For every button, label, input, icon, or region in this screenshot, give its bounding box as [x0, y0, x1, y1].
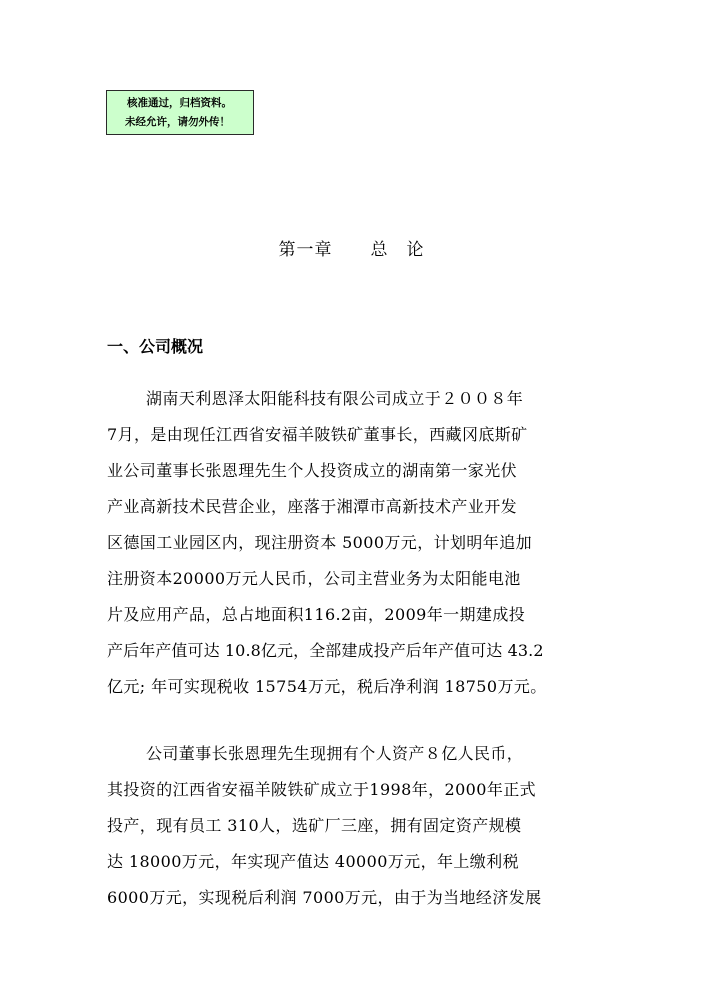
paragraph-line: 亿元; 年可实现税收 15754万元，税后净利润 18750万元。 [107, 677, 547, 696]
paragraph-line: 业公司董事长张恩理先生个人投资成立的湖南第一家光伏 [107, 461, 518, 480]
approval-stamp [106, 90, 254, 135]
section-heading: 一、公司概况 [107, 337, 204, 356]
paragraph-line: 投产，现有员工 310人，选矿厂三座，拥有固定资产规模 [107, 816, 522, 835]
stamp-line-2: 未经允许，请勿外传！ [125, 116, 230, 128]
chapter-name: 总 论 [370, 240, 425, 260]
chapter-number: 第一章 [278, 240, 333, 260]
paragraph-line: 7月，是由现任江西省安福羊陂铁矿董事长，西藏冈底斯矿 [107, 425, 528, 444]
paragraph-line: 其投资的江西省安福羊陂铁矿成立于1998年，2000年正式 [107, 780, 537, 799]
paragraph-line: 注册资本20000万元人民币，公司主营业务为太阳能电池 [107, 569, 521, 588]
paragraph-line: 公司董事长张恩理先生现拥有个人资产８亿人民币， [146, 744, 524, 763]
paragraph-line: 湖南天利恩泽太阳能科技有限公司成立于２００８年 [146, 389, 524, 408]
stamp-line-1: 核准通过，归档资料。 [127, 97, 232, 109]
paragraph-line: 达 18000万元，年实现产值达 40000万元，年上缴利税 [107, 852, 519, 871]
paragraph-line: 6000万元，实现税后利润 7000万元，由于为当地经济发展 [107, 888, 542, 907]
paragraph-line: 产后年产值可达 10.8亿元，全部建成投产后年产值可达 43.2 [107, 641, 544, 660]
chapter-title [0, 235, 703, 260]
paragraph-line: 区德国工业园区内，现注册资本 5000万元，计划明年追加 [107, 533, 533, 552]
paragraph-line: 片及应用产品，总占地面积116.2亩，2009年一期建成投 [107, 605, 526, 624]
paragraph-line: 产业高新技术民营企业，座落于湘潭市高新技术产业开发 [107, 497, 518, 516]
